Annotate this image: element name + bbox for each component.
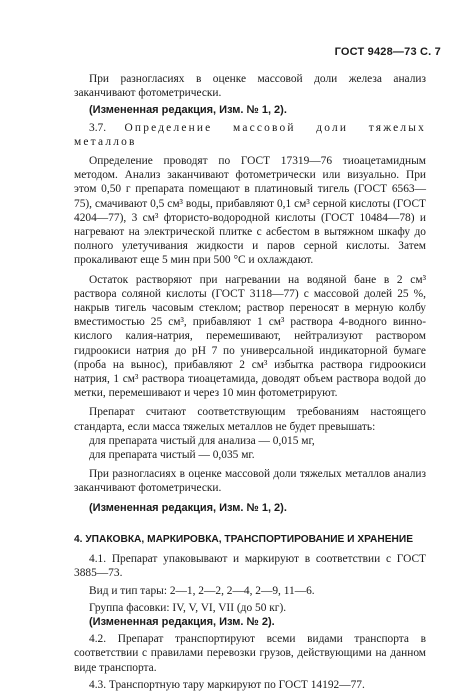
subsection-title: Определение массовой доли тяжелых металлов: [74, 121, 426, 148]
paragraph-iron-dispute: При разногласиях в оценке массовой доли железа анализ заканчивают фотометрически.: [74, 73, 426, 100]
paragraph-container-types: Вид и тип тары: 2—1, 2—2, 2—4, 2—9, 11—6.: [89, 584, 315, 597]
paragraph-residue: Остаток растворяют при нагревании на водяной бане в 2 см³ раствора соляной кислоты (ГОСТ 3118—77) с массовой долей 25 %, накрыв тигель часовым стеклом; раствор переносят в мерную колбу вместимостью 25 см³, прибавляют 1 см³ раствора 4-водного винно-кислого калия-натрия, перемешивают, нейтрализуют раствором гидроокиси натрия до рН 7 по универсальной индикаторной бумаге (проба на вынос), прибавляют 2 см³ избытка раствора гидроокиси натрия, 1 см³ раствора тиоацетамида, доводят объем раствора водой до метки, перемешивают и через 10 мин фотометрируют.: [74, 273, 426, 400]
subsection-heading-3-7: [74, 121, 426, 149]
paragraph-criteria: Препарат считают соответствующим требованиям настоящего стандарта, если масса тяжелых металлов не будет превышать:: [74, 406, 426, 433]
subsection-number: 3.7.: [89, 121, 107, 134]
criteria-item-analytical: для препарата чистый для анализа — 0,015 мг,: [89, 434, 315, 447]
paragraph-metals-dispute: При разногласиях в оценке массовой доли тяжелых металлов анализ заканчивают фотометрически.: [74, 468, 426, 495]
page-header: ГОСТ 9428—73 С. 7: [334, 46, 441, 58]
paragraph-transport: 4.2. Препарат транспортируют всеми видами транспорта в соответствии с правилами перевозки грузов, действующими на данном виде транспорта.: [74, 633, 426, 674]
document-body: [74, 72, 426, 692]
paragraph-packaging: 4.1. Препарат упаковывают и маркируют в соответствии с ГОСТ 3885—73.: [74, 553, 426, 580]
revision-note: (Измененная редакция, Изм. № 2).: [89, 615, 275, 628]
revision-note: (Измененная редакция, Изм. № 1, 2).: [89, 501, 287, 514]
paragraph-marking: 4.3. Транспортную тару маркируют по ГОСТ 14192—77.: [89, 678, 365, 691]
paragraph-packing-group: Группа фасовки: IV, V, VI, VII (до 50 кг).: [89, 601, 287, 614]
section-heading-4: 4. УПАКОВКА, МАРКИРОВКА, ТРАНСПОРТИРОВАНИЕ И ХРАНЕНИЕ: [74, 533, 414, 545]
revision-note: (Измененная редакция, Изм. № 1, 2).: [89, 104, 287, 117]
criteria-item-pure: для препарата чистый — 0,035 мг.: [89, 449, 255, 462]
paragraph-method: Определение проводят по ГОСТ 17319—76 тиоацетамидным методом. Анализ заканчивают фотометрически или визуально. При этом 0,50 г препарата помещают в платиновый тигель (ГОСТ 6563—75), смачивают 0,5 см³ воды, прибавляют 0,1 см³ серной кислоты (ГОСТ 4204—77), 3 см³ фтористо-водородной кислоты (ГОСТ 10484—78) и нагревают на электрической плитке с асбестом в вытяжном шкафу до полного улетучивания жидкости и паров серной кислоты. Затем прокаливают еще 5 мин при 500 °С и охлаждают.: [74, 155, 426, 267]
